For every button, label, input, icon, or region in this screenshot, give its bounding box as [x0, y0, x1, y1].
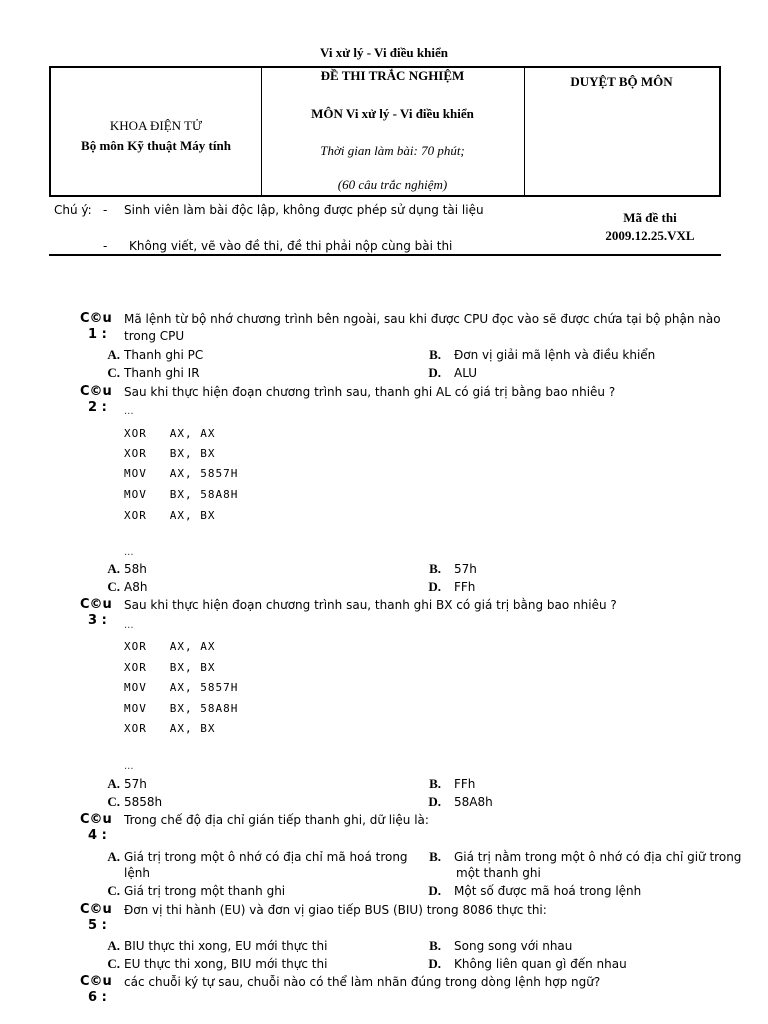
q2-option-d: FFh: [454, 580, 476, 594]
q2-option-c-letter: C.: [107, 579, 120, 594]
q4-option-c-letter: C.: [107, 883, 120, 898]
exam-duration: Thời gian làm bài: 70 phút;: [320, 143, 465, 158]
q3-option-b-letter: B.: [429, 776, 441, 791]
q2-option-d-letter: D.: [428, 579, 441, 594]
q5-option-b-letter: B.: [429, 938, 441, 953]
q2-option-a-letter: A.: [107, 561, 120, 576]
exam-subject: MÔN Vi xử lý - Vi điều khiển: [311, 106, 474, 121]
question-2-label: C©u: [80, 384, 112, 399]
question-5-text: Đơn vị thi hành (EU) và đơn vị giao tiếp BUS (BIU) trong 8086 thực thi:: [124, 903, 547, 917]
q1-option-b: Đơn vị giải mã lệnh và điều khiển: [454, 348, 656, 362]
q1-option-a: Thanh ghi PC: [124, 348, 204, 362]
q1-option-c: Thanh ghi IR: [124, 366, 200, 380]
q2-option-c: A8h: [124, 580, 148, 594]
notes-line-1: Sinh viên làm bài độc lập, không được phép sử dụng tài liệu: [124, 203, 484, 217]
question-6-number: 6 :: [88, 990, 107, 1005]
q2-code-line-5: XOR AX, BX: [124, 509, 216, 522]
question-1-number: 1 :: [88, 327, 107, 342]
header-dept-cell: [51, 68, 262, 195]
q5-option-d: Không liên quan gì đến nhau: [454, 957, 627, 971]
notes-dash-1: -: [103, 203, 108, 217]
approve-label: DUYỆT BỘ MÔN: [570, 74, 673, 89]
header-exam-cell: [261, 68, 525, 195]
q2-code-line-3: MOV AX, 5857H: [124, 467, 239, 480]
question-3-text: Sau khi thực hiện đoạn chương trình sau, thanh ghi BX có giá trị bằng bao nhiêu ?: [124, 598, 617, 612]
q1-option-d: ALU: [454, 366, 478, 380]
q2-code-ellipsis-bottom: ...: [124, 547, 134, 558]
notes-line-2: Không viết, vẽ vào đề thi, đề thi phải nộp cùng bài thi: [129, 239, 453, 253]
subdept-name: Bộ môn Kỹ thuật Máy tính: [81, 138, 231, 153]
notes-label: Chú ý:: [54, 203, 92, 217]
q1-option-c-letter: C.: [107, 365, 120, 380]
exam-question-count: (60 câu trắc nghiệm): [337, 177, 448, 192]
question-3-number: 3 :: [88, 613, 107, 628]
q5-option-b: Song song với nhau: [454, 939, 573, 953]
q1-option-a-letter: A.: [107, 347, 120, 362]
q5-option-a-letter: A.: [107, 938, 120, 953]
question-6-text: các chuỗi ký tự sau, chuỗi nào có thể làm nhãn đúng trong dòng lệnh hợp ngữ?: [124, 975, 601, 989]
header-divider: [49, 254, 721, 256]
q3-option-d: 58A8h: [454, 795, 493, 809]
exam-title: ĐỀ THI TRẮC NGHIỆM: [320, 68, 465, 83]
q4-option-a-cont: lệnh: [124, 866, 150, 880]
q4-option-b: Giá trị nằm trong một ô nhớ có địa chỉ giữ trong: [454, 850, 742, 864]
question-6-label: C©u: [80, 974, 112, 989]
q4-option-c: Giá trị trong một thanh ghi: [124, 884, 286, 898]
question-1-label: C©u: [80, 311, 112, 326]
q3-option-c-letter: C.: [107, 794, 120, 809]
notes-dash-2: -: [103, 239, 108, 253]
header-table: [49, 66, 721, 197]
question-4-text: Trong chế độ địa chỉ gián tiếp thanh ghi, dữ liệu là:: [124, 813, 429, 827]
q2-code-line-2: XOR BX, BX: [124, 447, 216, 460]
q3-code-line-3: MOV AX, 5857H: [124, 681, 239, 694]
q1-option-d-letter: D.: [428, 365, 441, 380]
q2-code-ellipsis-top: ...: [124, 406, 134, 417]
q4-option-d: Một số được mã hoá trong lệnh: [454, 884, 642, 898]
q3-code-ellipsis-top: ...: [124, 620, 134, 631]
q3-option-a-letter: A.: [107, 776, 120, 791]
dept-name: KHOA ĐIỆN TỬ: [109, 118, 203, 133]
q3-option-b: FFh: [454, 777, 476, 791]
header-approve-cell: [524, 68, 719, 195]
q2-code-line-4: MOV BX, 58A8H: [124, 488, 239, 501]
q2-code-line-1: XOR AX, AX: [124, 427, 216, 440]
q3-code-line-1: XOR AX, AX: [124, 640, 216, 653]
question-1-text: Mã lệnh từ bộ nhớ chương trình bên ngoài, sau khi được CPU đọc vào sẽ được chứa tại bộ phận nào: [124, 312, 721, 326]
q3-option-d-letter: D.: [428, 794, 441, 809]
q4-option-b-letter: B.: [429, 849, 441, 864]
q4-option-d-letter: D.: [428, 883, 441, 898]
exam-code-value: 2009.12.25.VXL: [605, 228, 695, 243]
page-title: Vi xử lý - Vi điều khiển: [320, 45, 448, 60]
q2-option-b-letter: B.: [429, 561, 441, 576]
q5-option-d-letter: D.: [428, 956, 441, 971]
q5-option-c-letter: C.: [107, 956, 120, 971]
q3-option-c: 5858h: [124, 795, 163, 809]
question-1-text-cont: trong CPU: [124, 329, 185, 343]
question-2-number: 2 :: [88, 400, 107, 415]
q3-option-a: 57h: [124, 777, 147, 791]
q3-code-ellipsis-bottom: ...: [124, 761, 134, 772]
question-3-label: C©u: [80, 597, 112, 612]
q5-option-a: BIU thực thi xong, EU mới thực thi: [124, 939, 328, 953]
question-4-number: 4 :: [88, 828, 107, 843]
question-2-text: Sau khi thực hiện đoạn chương trình sau, thanh ghi AL có giá trị bằng bao nhiêu ?: [124, 385, 616, 399]
q4-option-a: Giá trị trong một ô nhớ có địa chỉ mã hoá trong: [124, 850, 408, 864]
question-5-number: 5 :: [88, 918, 107, 933]
q3-code-line-2: XOR BX, BX: [124, 661, 216, 674]
question-5-label: C©u: [80, 902, 112, 917]
q4-option-a-letter: A.: [107, 849, 120, 864]
q1-option-b-letter: B.: [429, 347, 441, 362]
question-4-label: C©u: [80, 812, 112, 827]
q5-option-c: EU thực thi xong, BIU mới thực thi: [124, 957, 328, 971]
q2-option-b: 57h: [454, 562, 477, 576]
exam-code-label: Mã đề thi: [623, 210, 677, 225]
q2-option-a: 58h: [124, 562, 147, 576]
q4-option-b-cont: một thanh ghi: [456, 866, 541, 880]
q3-code-line-5: XOR AX, BX: [124, 722, 216, 735]
q3-code-line-4: MOV BX, 58A8H: [124, 702, 239, 715]
